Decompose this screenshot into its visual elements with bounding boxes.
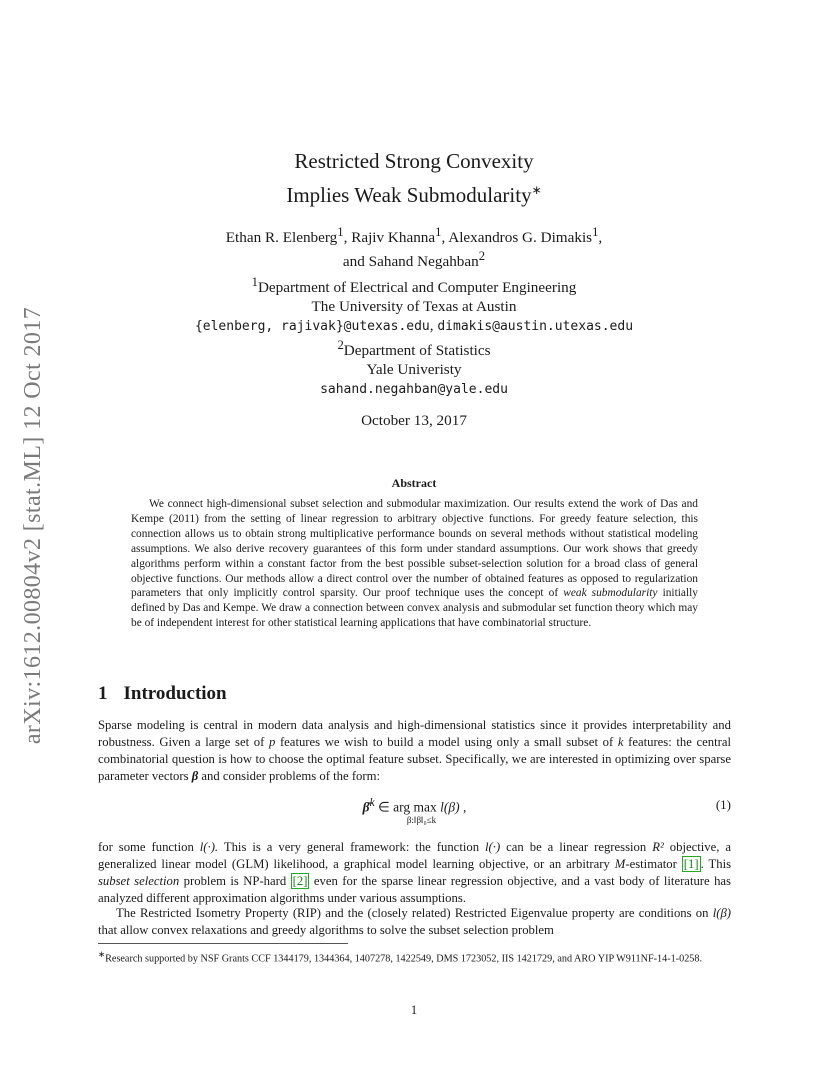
abstract-text-part: We connect high-dimensional subset selection and submodular maximization. Our results extend the work of Das and Kempe (2011) from the setting of linear regression to arbitrary objective functions. For greedy feature selection, this connection allows us to obtain strong multiplicative performance bounds on several methods without statistical modeling assumptions. We also derive recovery guarantees of this form under standard assumptions. Our work shows that greedy algorithms perform within a constant factor from the best possible subset-selection solution for a broad class of general objective functions. Our methods allow a direct control over the number of obtained features as opposed to regularization parameters that only implicitly control sparsity. Our proof technique uses the concept of — [131, 498, 698, 600]
affiliation-2 — [110, 336, 718, 360]
abstract-text — [131, 497, 698, 631]
math-var: p — [268, 734, 276, 749]
math-var: β̄ — [362, 799, 370, 815]
paper-date: October 13, 2017 — [361, 412, 467, 429]
emphasis-text: subset selection — [98, 873, 180, 888]
email-link[interactable]: {elenberg, rajivak}@utexas.edu — [194, 319, 430, 335]
author-separator: , — [598, 229, 603, 247]
equation-number: (1) — [715, 797, 731, 812]
text-run: Sparse modeling is central in modern data analysis and high-dimensional statistics since it provides interpretability and robustness. Given a large set of — [98, 718, 731, 749]
footnote-mark: ∗ — [98, 949, 106, 959]
affil-mark: 1 — [251, 275, 258, 289]
section-heading — [98, 683, 227, 705]
footnote — [98, 948, 731, 966]
intro-paragraph-3 — [98, 905, 731, 939]
email-separator: , — [429, 317, 434, 335]
text-run: . This — [700, 856, 732, 871]
author-affil-mark: 1 — [337, 225, 344, 239]
text-run: problem is NP-hard — [183, 873, 287, 888]
text-run: even for the sparse linear regression objective, and a vast body of literature has analyzed different approximation algorithms under various assumptions. — [98, 873, 731, 905]
arxiv-identifier-stamp — [2, 270, 66, 780]
author-affil-mark: 2 — [478, 249, 486, 264]
math-var: R² — [652, 840, 664, 854]
author-list — [110, 223, 718, 271]
author-dimakis: Alexandros G. Dimakis — [448, 229, 593, 247]
arxiv-identifier-text: arXiv:1612.00804v2 [stat.ML] 12 Oct 2017 — [20, 306, 47, 744]
text-run: for some function — [98, 840, 194, 854]
text-run: can be a linear regression — [506, 840, 647, 854]
text-run: that allow convex relaxations and greedy algorithms to solve the subset selection problem — [98, 922, 554, 937]
math-operator: arg max — [393, 799, 437, 815]
intro-paragraph-1 — [98, 717, 731, 785]
abstract-text-part: initially defined by Das and Kempe. We draw a connection between convex analysis and submodular set function theory which may be of independent interest for other statistical learning applications that have combinatorial structure. — [131, 587, 698, 630]
affil-emails-1 — [110, 316, 718, 336]
text-run: The Restricted Isometry Property (RIP) and the (closely related) Restricted Eigenvalue property are conditions on — [116, 906, 709, 920]
text-run: features: the central combinatorial question is how to choose the optimal feature subset. Specifically, we are interested in optimizing over sparse parameter vectors — [98, 734, 732, 783]
affil-univ-2: Yale Univeristy — [366, 361, 462, 379]
text-run: -estimator — [625, 856, 677, 871]
math-symbol: , — [462, 799, 467, 815]
author-negahban: Sahand Negahban — [368, 253, 479, 271]
math-var: l(·) — [485, 840, 501, 854]
math-var: l(β) — [440, 799, 460, 815]
affil-dept-1: Department of Electrical and Computer Engineering — [257, 279, 577, 297]
section-number: 1 — [98, 683, 108, 704]
email-link[interactable]: dimakis@austin.utexas.edu — [437, 319, 634, 335]
paper-title — [160, 147, 668, 210]
author-separator: , — [343, 229, 348, 247]
math-var: k — [369, 797, 375, 809]
math-var: M — [614, 856, 626, 871]
math-var: k — [617, 734, 624, 749]
text-run: features we wish to build a model using only a small subset of — [279, 734, 614, 749]
abstract-heading: Abstract — [391, 476, 437, 490]
page-number: 1 — [410, 1003, 418, 1017]
author-line-1 — [110, 223, 718, 247]
affil-emails-2 — [110, 379, 718, 399]
author-separator: , — [441, 229, 446, 247]
title-line-1: Restricted Strong Convexity — [294, 149, 534, 173]
affil-univ-1: The University of Texas at Austin — [311, 298, 517, 316]
affil-dept-2: Department of Statistics — [343, 342, 491, 360]
text-run: objective, a generalized linear model (GLM) likelihood, a graphical model learning objective, or an arbitrary — [98, 840, 732, 871]
math-var: β — [191, 768, 199, 783]
email-link[interactable]: sahand.negahban@yale.edu — [320, 382, 508, 398]
affiliation-1 — [110, 273, 718, 297]
equation-subscript: β:‖β‖₀≤k — [406, 815, 437, 825]
math-var: l(β) — [712, 906, 731, 920]
citation-link[interactable]: [1] — [683, 856, 699, 871]
author-elenberg: Ethan R. Elenberg — [225, 229, 338, 247]
abstract-emphasis: weak submodularity — [563, 587, 658, 600]
equation-1 — [98, 797, 731, 831]
equation-formula — [98, 797, 731, 816]
footnote-divider — [98, 943, 348, 944]
author-and: and — [342, 253, 365, 271]
author-affil-mark: 1 — [592, 225, 599, 239]
citation-link[interactable]: [2] — [292, 873, 308, 888]
intro-paragraph-2 — [98, 839, 731, 907]
author-khanna: Rajiv Khanna — [351, 229, 436, 247]
math-var: l(·). — [199, 840, 219, 854]
author-line-2 — [110, 247, 718, 271]
author-affil-mark: 1 — [435, 225, 442, 239]
title-line-2 — [160, 176, 668, 210]
text-run: This is a very general framework: the function — [223, 840, 480, 854]
math-symbol: ∈ — [377, 799, 390, 815]
affiliations — [110, 273, 718, 399]
section-title: Introduction — [123, 683, 227, 704]
affil-mark: 2 — [337, 338, 344, 353]
title-footnote-mark: ∗ — [531, 183, 542, 197]
footnote-text: Research supported by NSF Grants CCF 1344179, 1344364, 1407278, 1422549, DMS 1723052, IIS 1421729, and ARO YIP W911NF-14-1-0258. — [105, 953, 703, 965]
title-line-2-text: Implies Weak Submodularity — [286, 183, 532, 207]
text-run: and consider problems of the form: — [201, 768, 381, 783]
